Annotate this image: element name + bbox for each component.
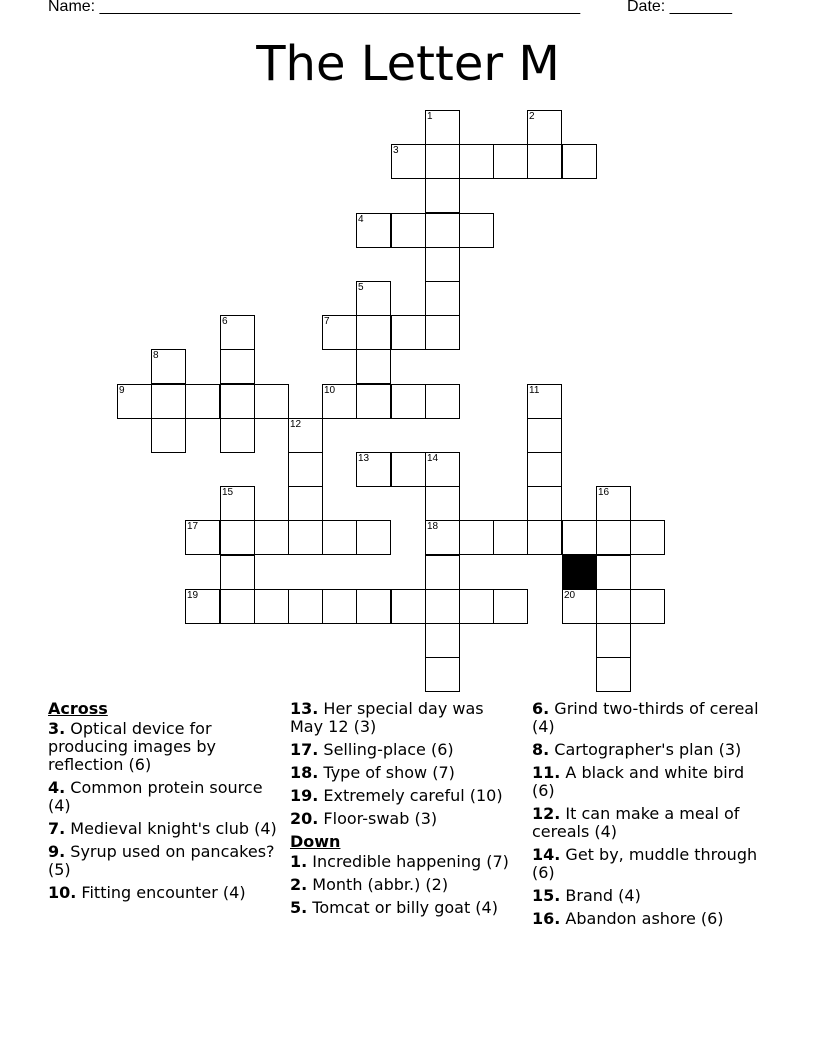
clue-text: Floor-swab (3) (318, 809, 438, 828)
clue-number: 14. (532, 845, 561, 864)
grid-cell[interactable] (425, 657, 460, 692)
grid-cell[interactable] (425, 384, 460, 419)
clue-number: 20. (290, 809, 319, 828)
clue-text: A black and white bird (6) (532, 763, 745, 800)
grid-cell[interactable] (425, 452, 460, 487)
clue-item (532, 700, 762, 736)
black-cell (562, 555, 597, 590)
clue-number-label: 4 (358, 214, 364, 225)
grid-cell[interactable] (288, 418, 323, 453)
clue-item (290, 764, 515, 782)
grid-cell[interactable] (391, 213, 426, 248)
grid-cell[interactable] (527, 452, 562, 487)
grid-cell[interactable] (425, 315, 460, 350)
grid-cell[interactable] (391, 144, 426, 179)
clue-item (532, 741, 762, 759)
clue-text: Type of show (7) (318, 763, 455, 782)
grid-cell[interactable] (220, 349, 255, 384)
grid-cell[interactable] (562, 144, 597, 179)
grid-cell[interactable] (459, 520, 494, 555)
clue-number: 2. (290, 875, 308, 894)
down-heading: Down (290, 832, 341, 851)
clue-text: Her special day was May 12 (3) (290, 699, 484, 736)
date-field-label: Date: _______ (627, 0, 732, 15)
grid-cell[interactable] (459, 213, 494, 248)
grid-cell[interactable] (356, 213, 391, 248)
clue-text: Abandon ashore (6) (560, 909, 724, 928)
clue-number-label: 19 (187, 590, 199, 601)
clue-number: 16. (532, 909, 561, 928)
grid-cell[interactable] (596, 589, 631, 624)
clue-number-label: 16 (598, 487, 610, 498)
clue-number: 1. (290, 852, 308, 871)
grid-cell[interactable] (220, 589, 255, 624)
clue-number-label: 6 (222, 316, 228, 327)
across-heading: Across (48, 699, 108, 718)
clue-number: 12. (532, 804, 561, 823)
clue-column-2 (290, 700, 515, 922)
clue-number: 10. (48, 883, 77, 902)
clue-number: 7. (48, 819, 66, 838)
clue-number-label: 7 (324, 316, 330, 327)
clue-text: Medieval knight's club (4) (65, 819, 277, 838)
grid-cell[interactable] (596, 486, 631, 521)
grid-cell[interactable] (322, 384, 357, 419)
clue-item (290, 700, 515, 736)
clue-item (48, 720, 278, 774)
grid-cell[interactable] (596, 555, 631, 590)
clue-text: Common protein source (4) (48, 778, 263, 815)
grid-cell[interactable] (596, 657, 631, 692)
grid-cell[interactable] (220, 520, 255, 555)
grid-cell[interactable] (220, 315, 255, 350)
grid-cell[interactable] (117, 384, 152, 419)
grid-cell[interactable] (527, 144, 562, 179)
clue-number: 5. (290, 898, 308, 917)
grid-cell[interactable] (425, 623, 460, 658)
clue-number-label: 12 (290, 419, 302, 430)
clue-text: Incredible happening (7) (307, 852, 509, 871)
clue-text: Cartographer's plan (3) (549, 740, 742, 759)
grid-cell[interactable] (356, 589, 391, 624)
grid-cell[interactable] (391, 384, 426, 419)
clue-item (48, 820, 278, 838)
clue-item (290, 876, 515, 894)
grid-cell[interactable] (220, 555, 255, 590)
grid-cell[interactable] (356, 452, 391, 487)
grid-cell[interactable] (356, 315, 391, 350)
clue-number-label: 8 (153, 350, 159, 361)
grid-cell[interactable] (185, 384, 220, 419)
grid-cell[interactable] (356, 520, 391, 555)
clue-text: Brand (4) (560, 886, 641, 905)
clue-number-label: 1 (427, 111, 433, 122)
clue-item (48, 843, 278, 879)
clue-number-label: 17 (187, 521, 199, 532)
clue-item (532, 887, 762, 905)
grid-cell[interactable] (185, 520, 220, 555)
clue-number: 19. (290, 786, 319, 805)
grid-cell[interactable] (459, 589, 494, 624)
grid-cell[interactable] (254, 589, 289, 624)
clue-text: Fitting encounter (4) (76, 883, 246, 902)
grid-cell[interactable] (288, 486, 323, 521)
grid-cell[interactable] (185, 589, 220, 624)
grid-cell[interactable] (391, 589, 426, 624)
clue-item (48, 884, 278, 902)
clue-number-label: 9 (119, 385, 125, 396)
grid-cell[interactable] (220, 486, 255, 521)
grid-cell[interactable] (459, 144, 494, 179)
grid-cell[interactable] (254, 384, 289, 419)
grid-cell[interactable] (425, 555, 460, 590)
grid-cell[interactable] (527, 110, 562, 145)
grid-cell[interactable] (391, 315, 426, 350)
grid-cell[interactable] (630, 520, 665, 555)
grid-cell[interactable] (596, 520, 631, 555)
clue-item (48, 779, 278, 815)
grid-cell[interactable] (527, 418, 562, 453)
grid-cell[interactable] (151, 418, 186, 453)
clue-number: 13. (290, 699, 319, 718)
clue-number: 4. (48, 778, 66, 797)
grid-cell[interactable] (562, 589, 597, 624)
clue-number: 18. (290, 763, 319, 782)
clue-item (290, 899, 515, 917)
clue-number-label: 11 (529, 385, 540, 396)
clue-number: 8. (532, 740, 550, 759)
grid-cell[interactable] (562, 520, 597, 555)
clue-number-label: 2 (529, 111, 535, 122)
clue-number-label: 13 (358, 453, 370, 464)
grid-cell[interactable] (425, 110, 460, 145)
name-field-label: Name: ______________________________________________________ (48, 0, 581, 15)
grid-cell[interactable] (322, 520, 357, 555)
grid-cell[interactable] (356, 349, 391, 384)
grid-cell[interactable] (425, 178, 460, 213)
clue-number: 15. (532, 886, 561, 905)
grid-cell[interactable] (493, 520, 528, 555)
grid-cell[interactable] (254, 520, 289, 555)
clue-item (290, 810, 515, 828)
grid-cell[interactable] (527, 384, 562, 419)
clue-item (532, 764, 762, 800)
clue-number: 17. (290, 740, 319, 759)
clue-text: Tomcat or billy goat (4) (307, 898, 498, 917)
clue-text: Selling-place (6) (318, 740, 454, 759)
clue-number: 3. (48, 719, 66, 738)
grid-cell[interactable] (630, 589, 665, 624)
clue-text: Optical device for producing images by reflection (6) (48, 719, 216, 774)
grid-cell[interactable] (527, 486, 562, 521)
clue-text: It can make a meal of cereals (4) (532, 804, 740, 841)
clue-number: 9. (48, 842, 66, 861)
grid-cell[interactable] (151, 349, 186, 384)
grid-cell[interactable] (391, 452, 426, 487)
clue-item (290, 741, 515, 759)
clue-item (532, 910, 762, 928)
grid-cell[interactable] (288, 452, 323, 487)
grid-cell[interactable] (356, 281, 391, 316)
clue-number-label: 14 (427, 453, 439, 464)
clue-text: Grind two-thirds of cereal (4) (532, 699, 759, 736)
clue-item (290, 853, 515, 871)
clue-number-label: 10 (324, 385, 336, 396)
grid-cell[interactable] (425, 213, 460, 248)
puzzle-title: The Letter M (256, 36, 560, 92)
clue-number: 6. (532, 699, 550, 718)
grid-cell[interactable] (322, 589, 357, 624)
clue-text: Month (abbr.) (2) (307, 875, 449, 894)
grid-cell[interactable] (151, 384, 186, 419)
clue-item (532, 846, 762, 882)
clue-number-label: 20 (564, 590, 576, 601)
grid-cell[interactable] (356, 384, 391, 419)
grid-cell[interactable] (527, 520, 562, 555)
grid-cell[interactable] (425, 144, 460, 179)
clue-text: Extremely careful (10) (318, 786, 503, 805)
clue-item (532, 805, 762, 841)
clue-item (290, 787, 515, 805)
grid-cell[interactable] (288, 520, 323, 555)
clue-number-label: 5 (358, 282, 364, 293)
grid-cell[interactable] (493, 589, 528, 624)
clue-number-label: 15 (222, 487, 234, 498)
grid-cell[interactable] (425, 520, 460, 555)
grid-cell[interactable] (322, 315, 357, 350)
grid-cell[interactable] (596, 623, 631, 658)
grid-cell[interactable] (425, 589, 460, 624)
grid-cell[interactable] (425, 281, 460, 316)
grid-cell[interactable] (220, 384, 255, 419)
clue-number-label: 18 (427, 521, 439, 532)
clue-column-1 (48, 700, 278, 907)
grid-cell[interactable] (425, 247, 460, 282)
grid-cell[interactable] (220, 418, 255, 453)
grid-cell[interactable] (493, 144, 528, 179)
grid-cell[interactable] (288, 589, 323, 624)
clue-text: Get by, muddle through (6) (532, 845, 758, 882)
clue-number: 11. (532, 763, 561, 782)
clue-number-label: 3 (393, 145, 399, 156)
grid-cell[interactable] (425, 486, 460, 521)
clue-text: Syrup used on pancakes? (5) (48, 842, 275, 879)
clue-column-3 (532, 700, 762, 933)
